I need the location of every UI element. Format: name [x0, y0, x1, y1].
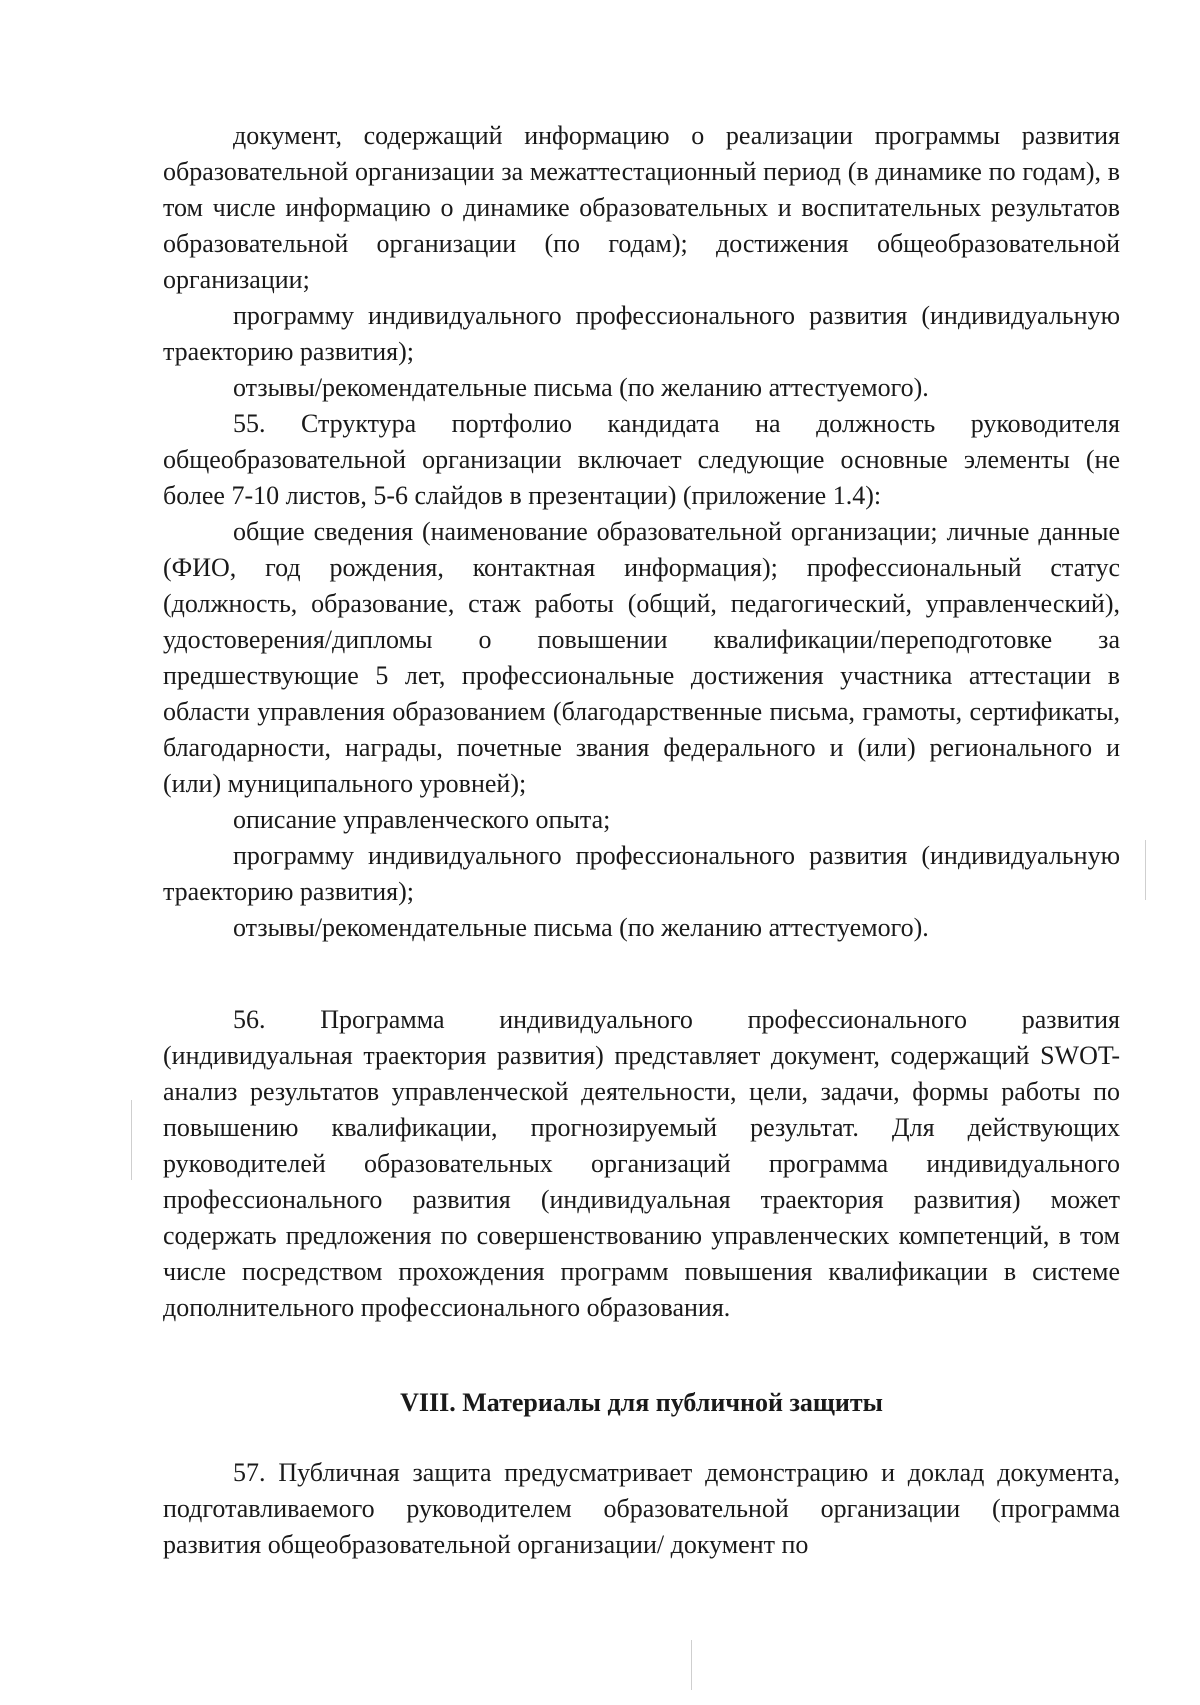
scan-artifact — [1145, 840, 1146, 900]
paragraph-item-56: 56. Программа индивидуального профессионального развития (индивидуальная траектория развития) представляет документ, содержащий SWOT-анализ результатов управленческой деятельности, цели, задачи, формы работы по повышению квалификации, прогнозируемый результат. Для действующих руководителей образовательных организаций программа индивидуального профессионального развития (индивидуальная траектория развития) может содержать предложения по совершенствованию управленческих компетенций, в том числе посредством прохождения программ повышения квалификации в системе дополнительного профессионального образования. — [163, 1005, 1120, 1322]
text-section-a — [163, 118, 1120, 946]
paragraph: общие сведения (наименование образовательной организации; личные данные (ФИО, год рождения, контактная информация); профессиональный статус (должность, образование, стаж работы (общий, педагогический, управленческий), удостоверения/дипломы о повышении квалификации/переподготовке за предшествующие 5 лет, профессиональные достижения участника аттестации в области управления образованием (благодарственные письма, грамоты, сертификаты, благодарности, награды, почетные звания федерального и (или) регионального и (или) муниципального уровней); — [163, 517, 1120, 798]
paragraph: описание управленческого опыта; — [233, 805, 611, 834]
scan-artifact — [691, 1640, 692, 1690]
paragraph: отзывы/рекомендательные письма (по желанию аттестуемого). — [233, 913, 929, 942]
paragraph: отзывы/рекомендательные письма (по желанию аттестуемого). — [233, 373, 929, 402]
text-section-c — [163, 1455, 1120, 1563]
text-section-b — [163, 1002, 1120, 1326]
scan-artifact — [131, 1100, 132, 1180]
paragraph-item-57: 57. Публичная защита предусматривает демонстрацию и доклад документа, подготавливаемого руководителем образовательной организации (программа развития общеобразовательной организации/ документ по — [163, 1458, 1120, 1559]
paragraph: программу индивидуального профессионального развития (индивидуальную траекторию развития); — [163, 841, 1120, 906]
paragraph: документ, содержащий информацию о реализации программы развития образовательной организации за межаттестационный период (в динамике по годам), в том числе информацию о динамике образовательных и воспитательных результатов образовательной организации (по годам); достижения общеобразовательной организации; — [163, 121, 1120, 294]
section-heading: VIII. Материалы для публичной защиты — [400, 1388, 883, 1417]
paragraph-item-55: 55. Структура портфолио кандидата на должность руководителя общеобразовательной организации включает следующие основные элементы (не более 7-10 листов, 5-6 слайдов в презентации) (приложение 1.4): — [163, 409, 1120, 510]
paragraph: программу индивидуального профессионального развития (индивидуальную траекторию развития); — [163, 301, 1120, 366]
